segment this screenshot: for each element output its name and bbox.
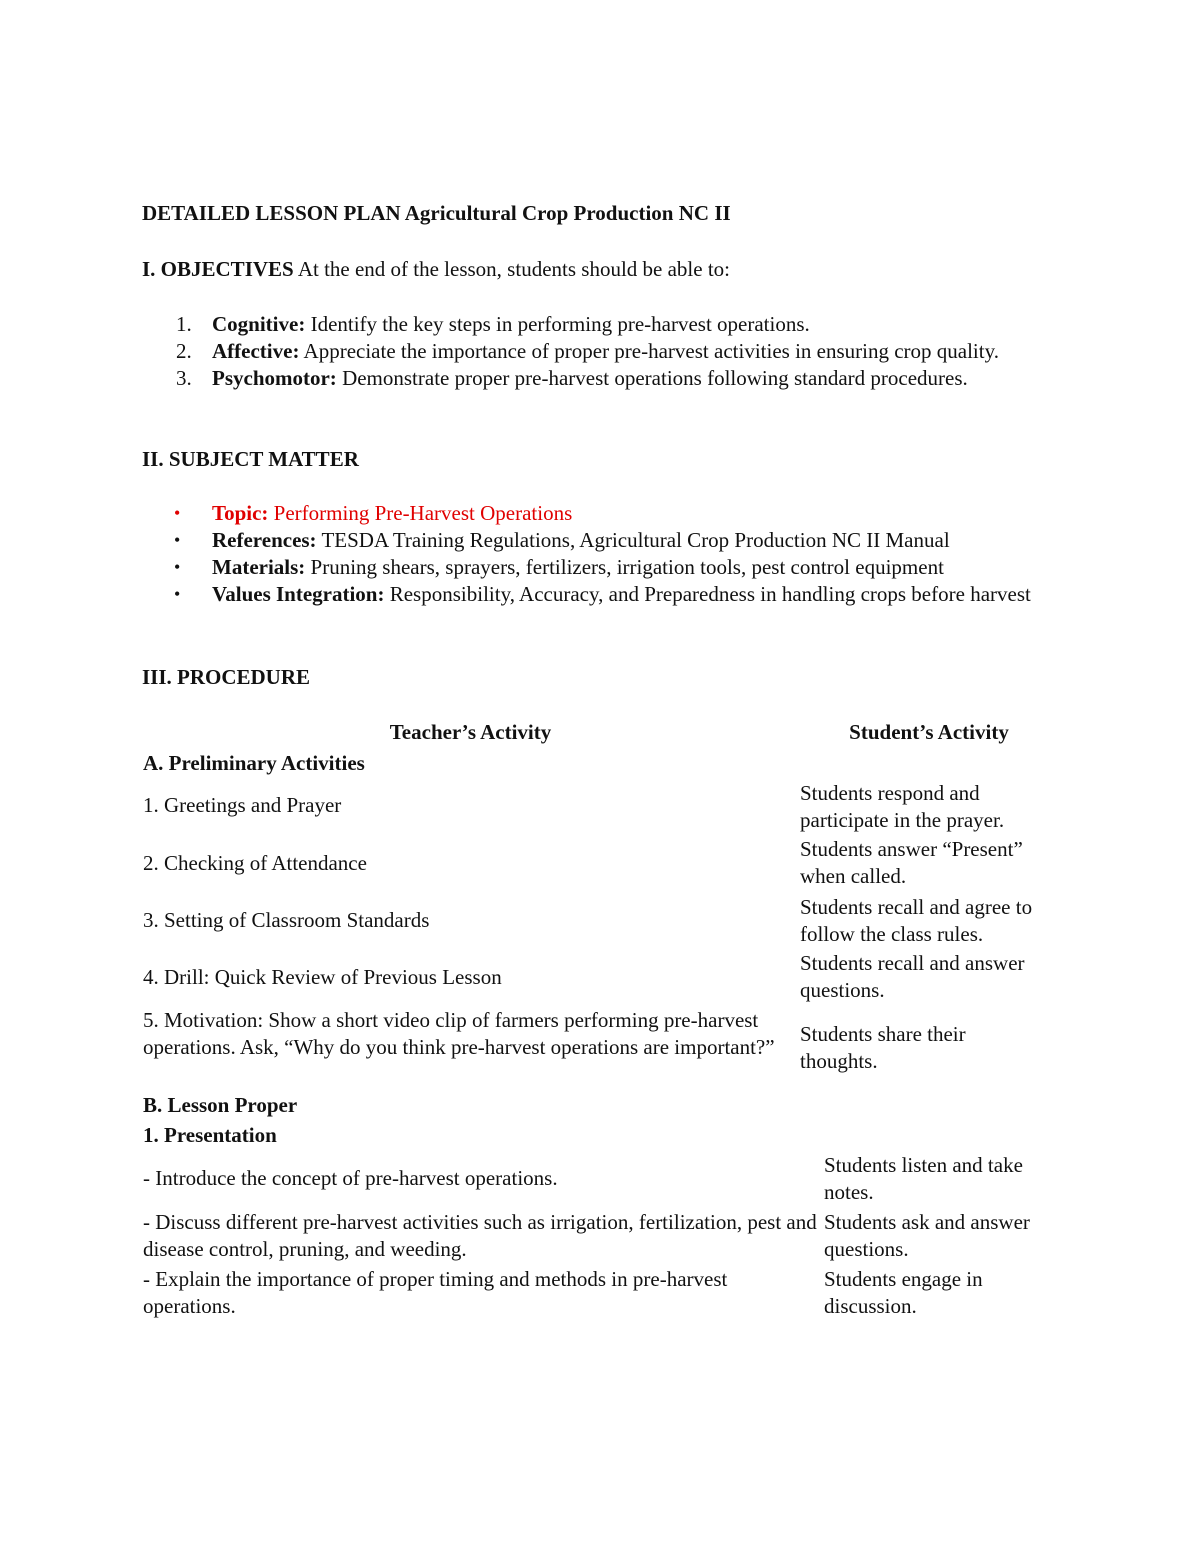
teacher-cell: - Explain the importance of proper timing and methods in pre-harvest operations. bbox=[143, 1267, 728, 1318]
list-number: 2. bbox=[176, 339, 192, 363]
subject-text: Responsibility, Accuracy, and Preparedness in handling crops before harvest bbox=[389, 582, 1031, 606]
subject-text: Pruning shears, sprayers, fertilizers, irrigation tools, pest control equipment bbox=[310, 555, 944, 579]
bullet-icon: • bbox=[174, 503, 181, 523]
objective-label: Affective: bbox=[212, 339, 300, 363]
subject-item-materials bbox=[142, 554, 1082, 581]
student-cell: Students respond and participate in the prayer. bbox=[800, 781, 1005, 832]
procedure-heading bbox=[142, 664, 310, 691]
document-title bbox=[142, 200, 1042, 227]
objectives-heading: I. OBJECTIVES bbox=[142, 257, 294, 281]
section-a-heading bbox=[143, 750, 365, 777]
student-activity-header-text: Student’s Activity bbox=[849, 720, 1009, 744]
objective-item-affective bbox=[142, 338, 1082, 365]
objective-item-psychomotor bbox=[142, 365, 1082, 392]
objective-text: Identify the key steps in performing pre-harvest operations. bbox=[310, 312, 810, 336]
subject-label: Values Integration: bbox=[212, 582, 385, 606]
objective-label: Psychomotor: bbox=[212, 366, 337, 390]
subject-matter-heading bbox=[142, 446, 359, 473]
subject-label: References: bbox=[212, 528, 317, 552]
subject-item-topic bbox=[142, 500, 1082, 527]
student-cell: Students answer “Present” when called. bbox=[800, 837, 1023, 888]
subject-matter-heading-text: II. SUBJECT MATTER bbox=[142, 447, 359, 471]
student-cell: Students engage in discussion. bbox=[824, 1267, 983, 1318]
bullet-icon: • bbox=[174, 584, 181, 604]
student-cell: Students recall and answer questions. bbox=[800, 951, 1025, 1002]
section-a-heading-text: A. Preliminary Activities bbox=[143, 751, 365, 775]
objectives-list bbox=[142, 311, 1082, 392]
presentation-subheading-text: 1. Presentation bbox=[143, 1123, 277, 1147]
procedure-heading-text: III. PROCEDURE bbox=[142, 665, 311, 689]
objective-text: Appreciate the importance of proper pre-harvest activities in ensuring crop quality. bbox=[303, 339, 999, 363]
objectives-intro: At the end of the lesson, students should be able to: bbox=[297, 257, 730, 281]
objective-label: Cognitive: bbox=[212, 312, 306, 336]
section-b-heading-text: B. Lesson Proper bbox=[143, 1093, 298, 1117]
student-cell: Students listen and take notes. bbox=[824, 1153, 1023, 1204]
section-b-heading bbox=[143, 1092, 297, 1119]
teacher-cell: 4. Drill: Quick Review of Previous Lesson bbox=[143, 965, 502, 989]
subject-item-values bbox=[142, 581, 1082, 608]
list-number: 3. bbox=[176, 366, 192, 390]
teacher-cell: - Discuss different pre-harvest activities such as irrigation, fertilization, pest and disease control, pruning, and weeding. bbox=[143, 1210, 817, 1261]
subject-label: Topic: bbox=[212, 501, 269, 525]
teacher-cell: 2. Checking of Attendance bbox=[143, 851, 367, 875]
presentation-subheading bbox=[143, 1122, 277, 1149]
subject-label: Materials: bbox=[212, 555, 306, 579]
student-cell: Students recall and agree to follow the class rules. bbox=[800, 895, 1033, 946]
subject-text: TESDA Training Regulations, Agricultural Crop Production NC II Manual bbox=[321, 528, 950, 552]
teacher-cell: 3. Setting of Classroom Standards bbox=[143, 908, 430, 932]
teacher-cell: - Introduce the concept of pre-harvest operations. bbox=[143, 1166, 558, 1190]
bullet-icon: • bbox=[174, 530, 181, 550]
student-cell: Students share their thoughts. bbox=[800, 1022, 966, 1073]
bullet-icon: • bbox=[174, 557, 181, 577]
objective-text: Demonstrate proper pre-harvest operations following standard procedures. bbox=[342, 366, 968, 390]
teacher-activity-header bbox=[143, 719, 798, 746]
objectives-intro-line bbox=[142, 256, 1082, 283]
teacher-cell: 5. Motivation: Show a short video clip of farmers performing pre-harvest operations. Ask, “Why do you think pre-harvest operations are important?” bbox=[143, 1008, 775, 1059]
teacher-cell: 1. Greetings and Prayer bbox=[143, 793, 342, 817]
list-number: 1. bbox=[176, 312, 192, 336]
teacher-activity-header-text: Teacher’s Activity bbox=[389, 720, 552, 744]
objective-item-cognitive bbox=[142, 311, 1082, 338]
student-activity-header bbox=[799, 719, 1059, 746]
subject-item-references bbox=[142, 527, 1082, 554]
subject-matter-list bbox=[142, 500, 1082, 608]
student-cell: Students ask and answer questions. bbox=[824, 1210, 1030, 1261]
title-text: DETAILED LESSON PLAN Agricultural Crop Production NC II bbox=[142, 201, 731, 225]
subject-text: Performing Pre-Harvest Operations bbox=[273, 501, 573, 525]
